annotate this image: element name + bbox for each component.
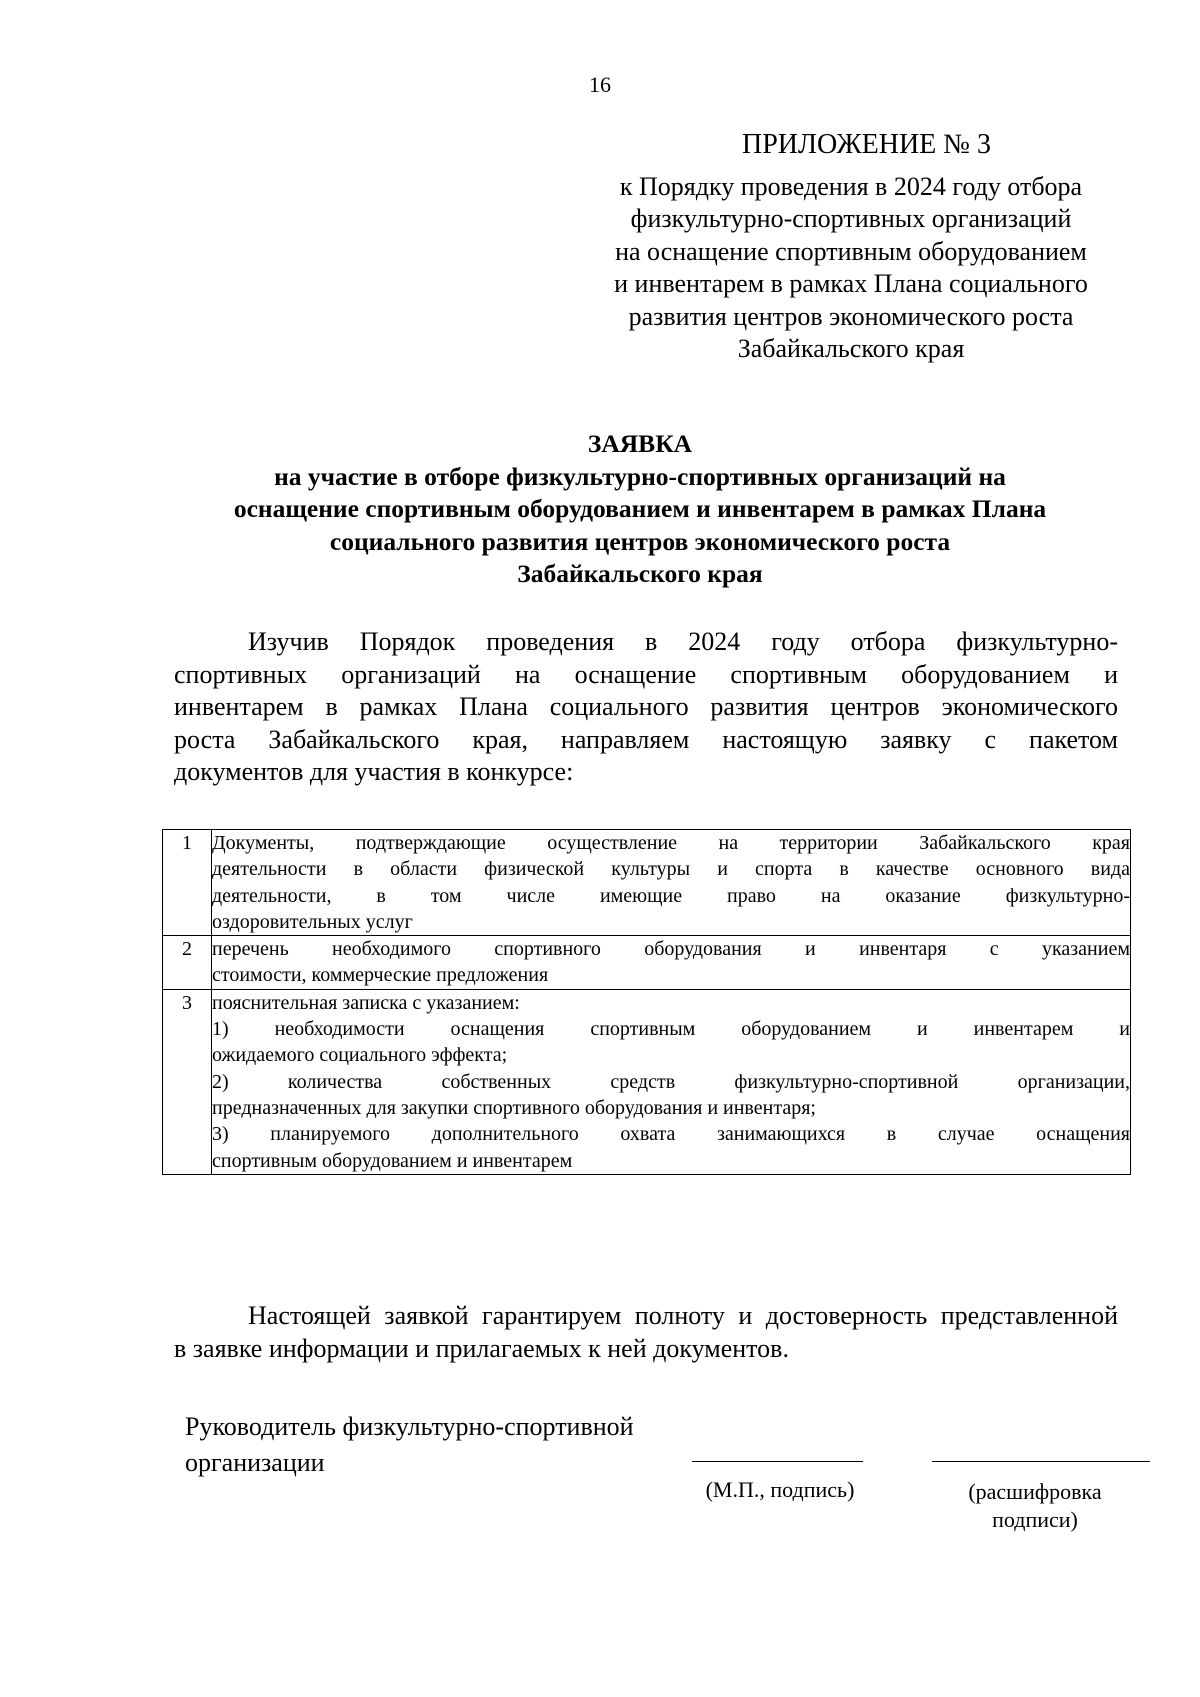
document-title-line: социального развития центров экономического роста [329, 526, 951, 556]
appendix-subtitle [586, 171, 1116, 365]
row-number: 2 [163, 936, 212, 990]
row-line: перечень необходимого спортивного оборудования и инвентаря с указанием [212, 938, 1130, 961]
table-row [163, 830, 1131, 936]
signature-line [692, 1461, 863, 1462]
row-line: предназначенных для закупки спортивного оборудования и инвентаря; [212, 1096, 816, 1119]
intro-line: роста Забайкальского края, направляем настоящую заявку с пакетом [174, 724, 1118, 754]
appendix-line: развития центров экономического роста [628, 301, 1074, 331]
intro-line: Изучив Порядок проведения в 2024 году отбора физкультурно- [248, 627, 1118, 656]
row-line: стоимости, коммерческие предложения [212, 964, 549, 987]
guarantee-line: Настоящей заявкой гарантируем полноту и достоверность представленной [248, 1301, 1118, 1330]
row-line: оздоровительных услуг [212, 910, 413, 933]
appendix-line: к Порядку проведения в 2024 году отбора [619, 172, 1083, 201]
row-line: 2) количества собственных средств физкультурно-спортивной организации, [212, 1070, 1130, 1093]
signature-decode-caption [940, 1478, 1130, 1534]
row-line: деятельности в области физической культуры и спорта в качестве основного вида [212, 858, 1130, 881]
document-title-line: Забайкальского края [517, 559, 763, 588]
documents-table [162, 829, 1131, 1175]
row-description [212, 830, 1131, 936]
row-number: 1 [163, 830, 212, 936]
appendix-line: физкультурно-спортивных организаций [630, 204, 1072, 234]
document-title-main: ЗАЯВКА [587, 429, 693, 458]
row-description [212, 936, 1131, 990]
table-row [163, 936, 1131, 990]
row-number: 3 [163, 989, 212, 1174]
guarantee-line: в заявке информации и прилагаемых к ней документов. [174, 1333, 789, 1363]
page-number: 16 [589, 72, 611, 97]
signature-decode-line [932, 1461, 1150, 1462]
appendix-title: ПРИЛОЖЕНИЕ № 3 [742, 129, 991, 160]
signatory-role-line: организации [185, 1448, 325, 1477]
intro-line: спортивных организаций на оснащение спортивным оборудованием и [174, 659, 1118, 689]
document-title-line: оснащение спортивным оборудованием и инвентарем в рамках Плана [233, 494, 1047, 523]
signature-decode-caption-line: подписи) [992, 1507, 1078, 1532]
row-line: ожидаемого социального эффекта; [212, 1044, 508, 1067]
row-line: 1) необходимости оснащения спортивным оборудованием и инвентарем и [212, 1018, 1130, 1041]
row-line: деятельности, в том числе имеющие право на оказание физкультурно- [212, 884, 1130, 907]
signatory-role-line: Руководитель физкультурно-спортивной [185, 1412, 634, 1441]
intro-line: инвентарем в рамках Плана социального развития центров экономического [174, 692, 1118, 721]
signatory-role [185, 1409, 634, 1481]
row-line: спортивным оборудованием и инвентарем [212, 1149, 573, 1172]
document-title-line: на участие в отборе физкультурно-спортивных организаций на [274, 461, 1006, 491]
row-line: 3) планируемого дополнительного охвата занимающихся в случае оснащения [212, 1123, 1130, 1146]
appendix-line: Забайкальского края [737, 334, 965, 364]
table-row [163, 989, 1131, 1174]
row-line: пояснительная записка с указанием: [212, 991, 520, 1014]
row-line: Документы, подтверждающие осуществление на территории Забайкальского края [212, 832, 1130, 854]
row-description [212, 989, 1131, 1174]
intro-line: документов для участия в конкурсе: [174, 757, 574, 786]
signature-decode-caption-line: (расшифровка [968, 1479, 1102, 1504]
appendix-line: на оснащение спортивным оборудованием [615, 236, 1087, 266]
document-title [100, 428, 1180, 591]
appendix-line: и инвентарем в рамках Плана социального [614, 269, 1088, 299]
stamp-signature-caption: (М.П., подпись) [705, 1477, 855, 1502]
